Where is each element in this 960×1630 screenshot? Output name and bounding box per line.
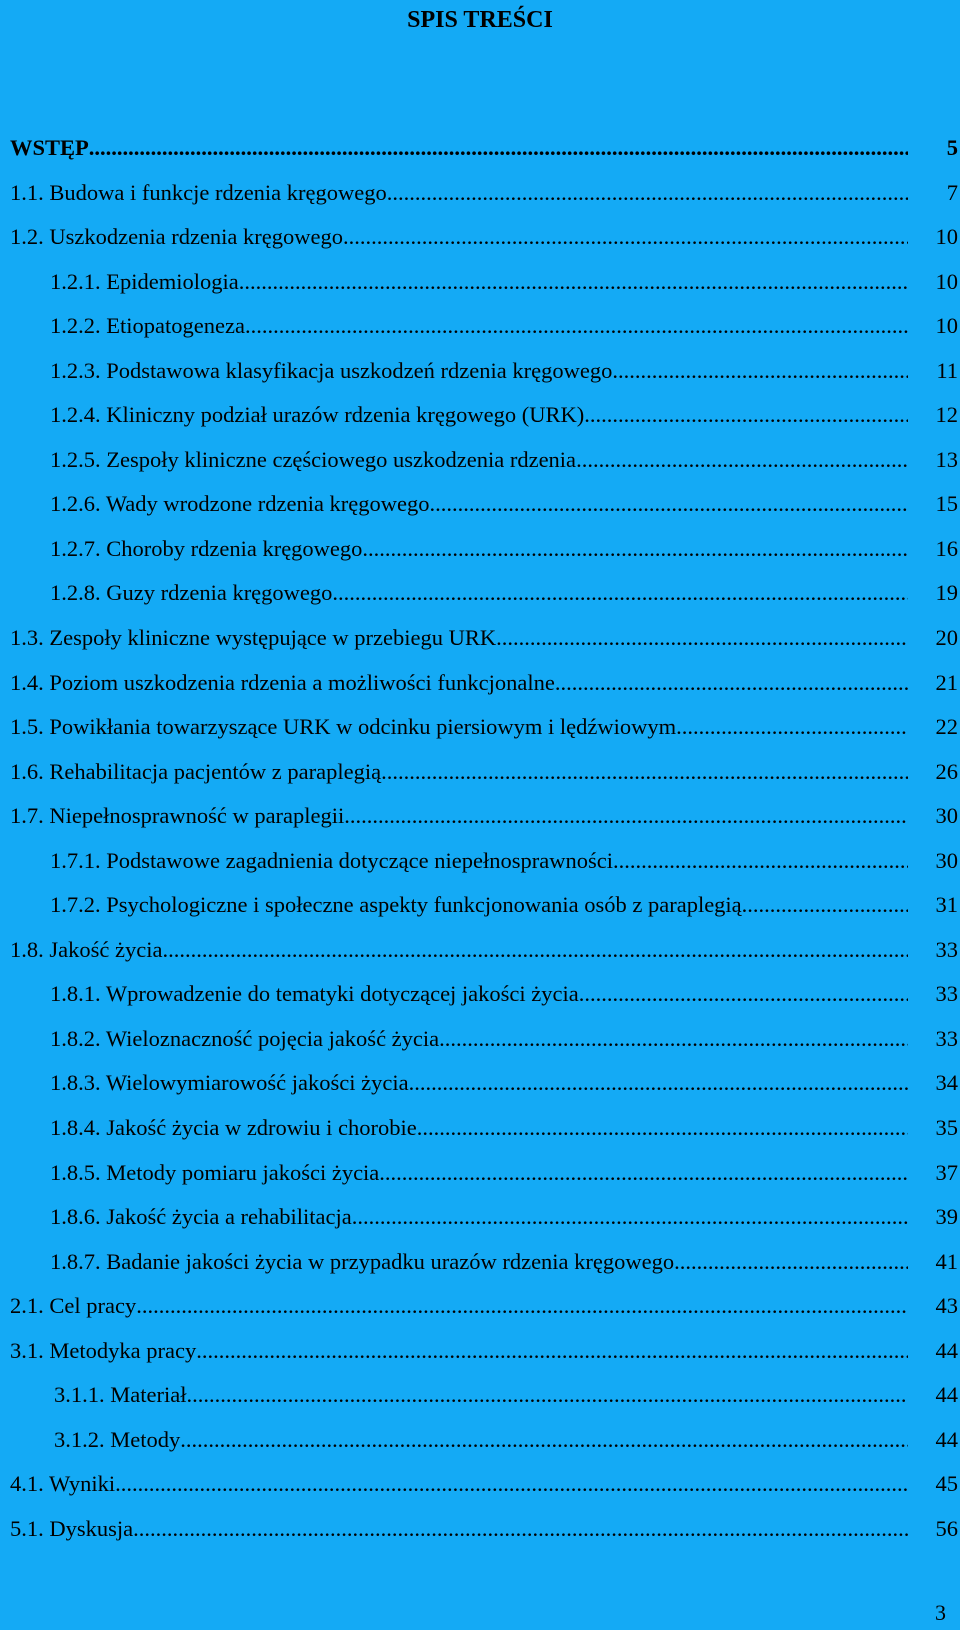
toc-entry <box>10 847 958 892</box>
toc-entry-title: 1.7. Niepełnosprawność w paraplegii <box>10 803 345 829</box>
toc-entry-leader <box>10 1203 914 1231</box>
toc-entry-title: 1.8. Jakość życia <box>10 936 163 962</box>
toc-entry-leader <box>10 1470 914 1498</box>
toc-entry-leader <box>10 579 914 607</box>
toc-entry-page: 44 <box>935 1382 958 1408</box>
toc-entry-leader <box>10 1025 914 1053</box>
toc-entry <box>10 1337 958 1382</box>
toc-entry-leader <box>10 1292 914 1320</box>
toc-dot-leader <box>496 624 908 652</box>
toc-entry-leader <box>10 1159 914 1187</box>
toc-entry-page: 33 <box>935 1025 958 1051</box>
toc-entry <box>10 535 958 580</box>
toc-entry-title: 1.3. Zespoły kliniczne występujące w przebiegu URK <box>10 625 497 651</box>
toc-entry <box>10 1069 958 1114</box>
toc-entry-leader <box>10 891 914 919</box>
toc-dot-leader <box>439 1025 908 1053</box>
toc-entry <box>10 980 958 1025</box>
toc-dot-leader <box>430 490 908 518</box>
toc-dot-leader <box>362 535 908 563</box>
toc-dot-leader <box>344 802 908 830</box>
toc-entry-page: 12 <box>935 402 958 428</box>
toc-entry-title: 1.7.1. Podstawowe zagadnienia dotyczące niepełnosprawności <box>50 847 613 873</box>
toc-entry-page: 30 <box>935 803 958 829</box>
toc-entry-title: 1.8.4. Jakość życia w zdrowiu i chorobie <box>50 1115 417 1141</box>
toc-entry-title: 1.4. Poziom uszkodzenia rdzenia a możliwości funkcjonalne <box>10 669 555 695</box>
toc-entry-page: 44 <box>935 1337 958 1363</box>
toc-entry-page: 30 <box>935 847 958 873</box>
toc-dot-leader <box>379 1159 908 1187</box>
toc-entry-title: 3.1.1. Materiał <box>54 1382 187 1408</box>
toc-dot-leader <box>196 1337 908 1365</box>
toc-entry <box>10 624 958 669</box>
toc-entry <box>10 936 958 981</box>
toc-dot-leader <box>555 669 908 697</box>
toc-dot-leader <box>612 357 908 385</box>
toc-entry-title: 1.2.8. Guzy rdzenia kręgowego <box>50 580 333 606</box>
toc-entry-page: 35 <box>935 1115 958 1141</box>
toc-entry-leader <box>10 134 914 162</box>
toc-entry-title: 1.8.5. Metody pomiaru jakości życia <box>50 1159 380 1185</box>
toc-entry-title: 1.8.6. Jakość życia a rehabilitacja <box>50 1204 352 1230</box>
toc-entry-leader <box>10 223 914 251</box>
toc-dot-leader <box>352 1203 908 1231</box>
toc-entry-page: 45 <box>935 1471 958 1497</box>
toc-dot-leader <box>584 401 908 429</box>
toc-entry-title: 1.2.5. Zespoły kliniczne częściowego uszkodzenia rdzenia <box>50 446 577 472</box>
toc-entry-title: 1.8.2. Wieloznaczność pojęcia jakość życia <box>50 1025 440 1051</box>
toc-dot-leader <box>162 936 908 964</box>
toc-entry-leader <box>10 312 914 340</box>
toc-entry <box>10 179 958 224</box>
toc-entry <box>10 357 958 402</box>
toc-entry-leader <box>10 268 914 296</box>
toc-entry-title: 1.2.1. Epidemiologia <box>50 268 239 294</box>
toc-entry-leader <box>10 758 914 786</box>
toc-entry-leader <box>10 1426 914 1454</box>
toc-entry-leader <box>10 980 914 1008</box>
toc-entry <box>10 1248 958 1293</box>
toc-entry-page: 26 <box>935 758 958 784</box>
toc-entry <box>10 134 958 179</box>
toc-entry-page: 37 <box>935 1159 958 1185</box>
toc-entry-page: 10 <box>935 224 958 250</box>
toc-entry-page: 43 <box>935 1293 958 1319</box>
toc-dot-leader <box>387 179 908 207</box>
toc-dot-leader <box>417 1114 908 1142</box>
toc-dot-leader <box>676 713 908 741</box>
toc-entry-title: 2.1. Cel pracy <box>10 1293 137 1319</box>
toc-dot-leader <box>186 1381 908 1409</box>
toc-entry <box>10 401 958 446</box>
toc-entry-title: 3.1. Metodyka pracy <box>10 1337 197 1363</box>
toc-entry-leader <box>10 1069 914 1097</box>
toc-entry-leader <box>10 535 914 563</box>
toc-dot-leader <box>674 1248 908 1276</box>
toc-entry <box>10 758 958 803</box>
toc-entry <box>10 1426 958 1471</box>
toc-entry-page: 39 <box>935 1204 958 1230</box>
toc-entry <box>10 669 958 714</box>
toc-dot-leader <box>613 847 908 875</box>
toc-entry <box>10 1515 958 1560</box>
toc-entry-title: 1.2.2. Etiopatogeneza <box>50 313 245 339</box>
toc-entry-title: 1.8.7. Badanie jakości życia w przypadku urazów rdzenia kręgowego <box>50 1248 675 1274</box>
toc-entry-title: 1.2.6. Wady wrodzone rdzenia kręgowego <box>50 491 430 517</box>
toc-entry-page: 10 <box>935 313 958 339</box>
toc-entry <box>10 802 958 847</box>
toc-entry-leader <box>10 1337 914 1365</box>
toc-entry-leader <box>10 1515 914 1543</box>
toc-entry-title: 1.6. Rehabilitacja pacjentów z paraplegią <box>10 758 382 784</box>
toc-dot-leader <box>180 1426 908 1454</box>
toc-entry-page: 10 <box>935 268 958 294</box>
toc-entry-title: WSTĘP <box>10 135 89 160</box>
toc-entry-page: 56 <box>935 1515 958 1541</box>
toc-dot-leader <box>343 223 908 251</box>
toc-entry <box>10 490 958 535</box>
toc-entry-title: 4.1. Wyniki <box>10 1471 116 1497</box>
page-number: 3 <box>935 1600 946 1625</box>
toc-entry-title: 1.5. Powikłania towarzyszące URK w odcinku piersiowym i lędźwiowym <box>10 714 677 740</box>
toc-dot-leader <box>332 579 908 607</box>
toc-entry-leader <box>10 1381 914 1409</box>
toc-entry-title: 1.1. Budowa i funkcje rdzenia kręgowego <box>10 179 387 205</box>
toc-entry <box>10 446 958 491</box>
toc-entry-title: 1.2. Uszkodzenia rdzenia kręgowego <box>10 224 343 250</box>
toc-dot-leader <box>89 134 908 162</box>
toc-dot-leader <box>409 1069 908 1097</box>
toc-entry-page: 19 <box>935 580 958 606</box>
toc-entry-page: 5 <box>946 135 958 160</box>
toc-entry-title: 1.8.3. Wielowymiarowość jakości życia <box>50 1070 409 1096</box>
toc-entry <box>10 1025 958 1070</box>
toc-entry-leader <box>10 802 914 830</box>
toc-entry-leader <box>10 1114 914 1142</box>
toc-dot-leader <box>115 1470 908 1498</box>
toc-dot-leader <box>239 268 908 296</box>
toc-entry-title: 1.2.7. Choroby rdzenia kręgowego <box>50 535 363 561</box>
table-of-contents <box>10 134 958 1560</box>
toc-entry-leader <box>10 446 914 474</box>
toc-dot-leader <box>742 891 908 919</box>
toc-entry-leader <box>10 490 914 518</box>
toc-entry-leader <box>10 357 914 385</box>
toc-entry-page: 34 <box>935 1070 958 1096</box>
toc-entry-page: 22 <box>935 714 958 740</box>
toc-entry-page: 21 <box>935 669 958 695</box>
toc-entry <box>10 268 958 313</box>
toc-entry-leader <box>10 669 914 697</box>
toc-entry-title: 1.7.2. Psychologiczne i społeczne aspekty funkcjonowania osób z paraplegią <box>50 892 742 918</box>
toc-entry-leader <box>10 179 914 207</box>
toc-entry-page: 33 <box>935 981 958 1007</box>
toc-entry-leader <box>10 401 914 429</box>
toc-entry-page: 44 <box>935 1426 958 1452</box>
toc-entry-page: 41 <box>935 1248 958 1274</box>
toc-entry-leader <box>10 847 914 875</box>
toc-dot-leader <box>576 446 908 474</box>
toc-entry-title: 3.1.2. Metody <box>54 1426 181 1452</box>
toc-entry <box>10 223 958 268</box>
toc-entry-title: 1.8.1. Wprowadzenie do tematyki dotyczącej jakości życia <box>50 981 579 1007</box>
toc-entry <box>10 1381 958 1426</box>
toc-dot-leader <box>136 1292 908 1320</box>
toc-entry-leader <box>10 713 914 741</box>
toc-dot-leader <box>579 980 908 1008</box>
toc-dot-leader <box>245 312 908 340</box>
toc-entry-page: 7 <box>946 179 958 205</box>
toc-entry <box>10 713 958 758</box>
toc-entry-page: 20 <box>935 625 958 651</box>
toc-entry-page: 31 <box>935 892 958 918</box>
toc-dot-leader <box>381 758 908 786</box>
toc-entry-title: 5.1. Dyskusja <box>10 1515 134 1541</box>
toc-dot-leader <box>133 1515 908 1543</box>
toc-entry-page: 13 <box>935 446 958 472</box>
page-title: SPIS TREŚCI <box>407 7 553 33</box>
toc-entry <box>10 1292 958 1337</box>
toc-entry <box>10 579 958 624</box>
toc-entry-leader <box>10 624 914 652</box>
toc-entry-page: 16 <box>935 535 958 561</box>
toc-entry <box>10 1114 958 1159</box>
toc-entry <box>10 1470 958 1515</box>
toc-entry-page: 33 <box>935 936 958 962</box>
toc-entry-leader <box>10 1248 914 1276</box>
toc-entry <box>10 891 958 936</box>
toc-entry-title: 1.2.4. Kliniczny podział urazów rdzenia kręgowego (URK) <box>50 402 585 428</box>
toc-entry-title: 1.2.3. Podstawowa klasyfikacja uszkodzeń rdzenia kręgowego <box>50 357 613 383</box>
toc-entry-page: 15 <box>935 491 958 517</box>
toc-entry-page: 11 <box>936 357 958 383</box>
toc-entry-leader <box>10 936 914 964</box>
toc-entry <box>10 1159 958 1204</box>
toc-entry <box>10 312 958 357</box>
toc-entry <box>10 1203 958 1248</box>
